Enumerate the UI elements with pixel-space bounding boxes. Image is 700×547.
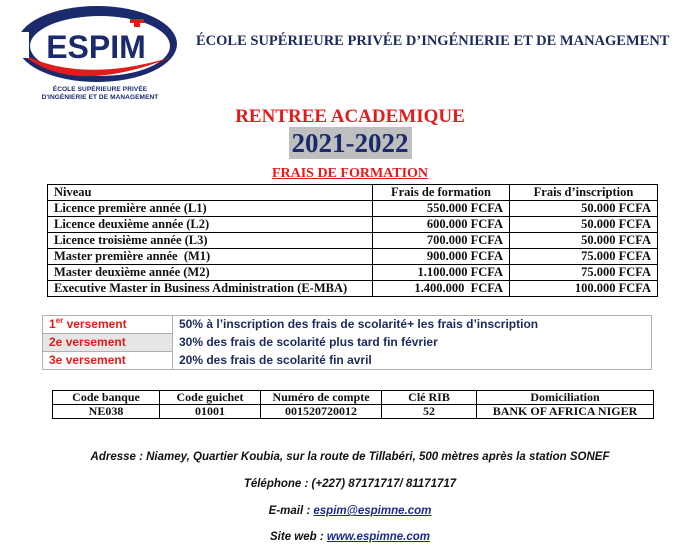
- niveau-cell: Master deuxième année (M2): [48, 265, 373, 281]
- email-line: [0, 505, 700, 517]
- payment-description: 50% à l’inscription des frais de scolarité+ les frais d’inscription: [179, 317, 539, 332]
- inscription-cell: 50.000 FCFA: [510, 217, 658, 233]
- header-numero-compte: Numéro de compte: [261, 391, 382, 405]
- payment-label-text: versement: [62, 335, 126, 349]
- site-label: Site web :: [270, 531, 327, 543]
- payment-row: [43, 316, 652, 334]
- table-row: [48, 249, 658, 265]
- niveau-cell: Licence première année (L1): [48, 201, 373, 217]
- payment-schedule: [42, 315, 652, 370]
- section-title: FRAIS DE FORMATION: [271, 166, 429, 181]
- payment-description: 20% des frais de scolarité fin avril: [179, 352, 372, 367]
- inscription-cell: 50.000 FCFA: [510, 233, 658, 249]
- cle-rib-value: 52: [382, 405, 477, 419]
- table-row: [48, 233, 658, 249]
- formation-cell: 700.000 FCFA: [373, 233, 510, 249]
- payment-superscript: er: [55, 316, 64, 325]
- email-link[interactable]: espim@espimne.com: [313, 505, 432, 517]
- numero-compte-value: 001520720012: [261, 405, 382, 419]
- fees-table: [47, 184, 658, 297]
- header-cle-rib: Clé RIB: [382, 391, 477, 405]
- niveau-cell: Master première année (M1): [48, 249, 373, 265]
- header-frais-inscription: Frais d’inscription: [510, 185, 658, 201]
- header-niveau: Niveau: [48, 185, 373, 201]
- svg-text:ESPIM: ESPIM: [46, 29, 146, 65]
- espim-logo: [12, 2, 182, 102]
- niveau-cell: Licence deuxième année (L2): [48, 217, 373, 233]
- payment-row: [43, 334, 652, 352]
- rentree-title: RENTREE ACADEMIQUE: [235, 106, 465, 127]
- address: Adresse : Niamey, Quartier Koubia, sur la route de Tillabéri, 500 mètres après la station SONEF: [90, 451, 610, 463]
- payment-label-text: versement: [62, 353, 126, 367]
- inscription-cell: 50.000 FCFA: [510, 201, 658, 217]
- logo-emblem-icon: [12, 2, 182, 90]
- logo-tagline-1: ÉCOLE SUPÉRIEURE PRIVÉE: [52, 86, 148, 93]
- email-label: E-mail :: [268, 505, 314, 517]
- payment-number: 3e: [49, 353, 63, 367]
- header-domiciliation: Domiciliation: [477, 391, 654, 405]
- domiciliation-value: BANK OF AFRICA NIGER: [477, 405, 654, 419]
- header-code-guichet: Code guichet: [160, 391, 261, 405]
- formation-cell: 1.400.000 FCFA: [373, 281, 510, 297]
- table-row: [48, 265, 658, 281]
- payment-label-text: versement: [63, 317, 127, 331]
- phone: Téléphone : (+227) 87171717/ 81171717: [243, 478, 457, 490]
- inscription-cell: 75.000 FCFA: [510, 249, 658, 265]
- table-row: [48, 201, 658, 217]
- academic-year: 2021-2022: [289, 127, 412, 159]
- school-name: ÉCOLE SUPÉRIEURE PRIVÉE D’INGÉNIERIE ET DE MANAGEMENT: [196, 33, 670, 49]
- payment-description: 30% des frais de scolarité plus tard fin février: [179, 335, 438, 349]
- niveau-cell: Licence troisième année (L3): [48, 233, 373, 249]
- table-row: [48, 281, 658, 297]
- header-code-banque: Code banque: [53, 391, 160, 405]
- bank-header-row: [53, 391, 654, 405]
- site-link[interactable]: www.espimne.com: [326, 531, 430, 543]
- niveau-cell: Executive Master in Business Administration (E-MBA): [48, 281, 373, 297]
- table-row: [48, 217, 658, 233]
- formation-cell: 600.000 FCFA: [373, 217, 510, 233]
- code-guichet-value: 01001: [160, 405, 261, 419]
- bank-value-row: [53, 405, 654, 419]
- bank-table: [52, 390, 654, 419]
- inscription-cell: 75.000 FCFA: [510, 265, 658, 281]
- inscription-cell: 100.000 FCFA: [510, 281, 658, 297]
- table-header-row: [48, 185, 658, 201]
- payment-number: 2e: [49, 335, 63, 349]
- payment-label: [43, 352, 173, 370]
- payment-row: [43, 352, 652, 370]
- formation-cell: 900.000 FCFA: [373, 249, 510, 265]
- formation-cell: 550.000 FCFA: [373, 201, 510, 217]
- header-frais-formation: Frais de formation: [373, 185, 510, 201]
- payment-label: [43, 334, 173, 352]
- site-line: [0, 531, 700, 543]
- payment-number: 1: [49, 317, 56, 331]
- payment-label: [43, 316, 173, 334]
- code-banque-value: NE038: [53, 405, 160, 419]
- logo-tagline-2: D'INGÉNIERIE ET DE MANAGEMENT: [41, 94, 159, 101]
- formation-cell: 1.100.000 FCFA: [373, 265, 510, 281]
